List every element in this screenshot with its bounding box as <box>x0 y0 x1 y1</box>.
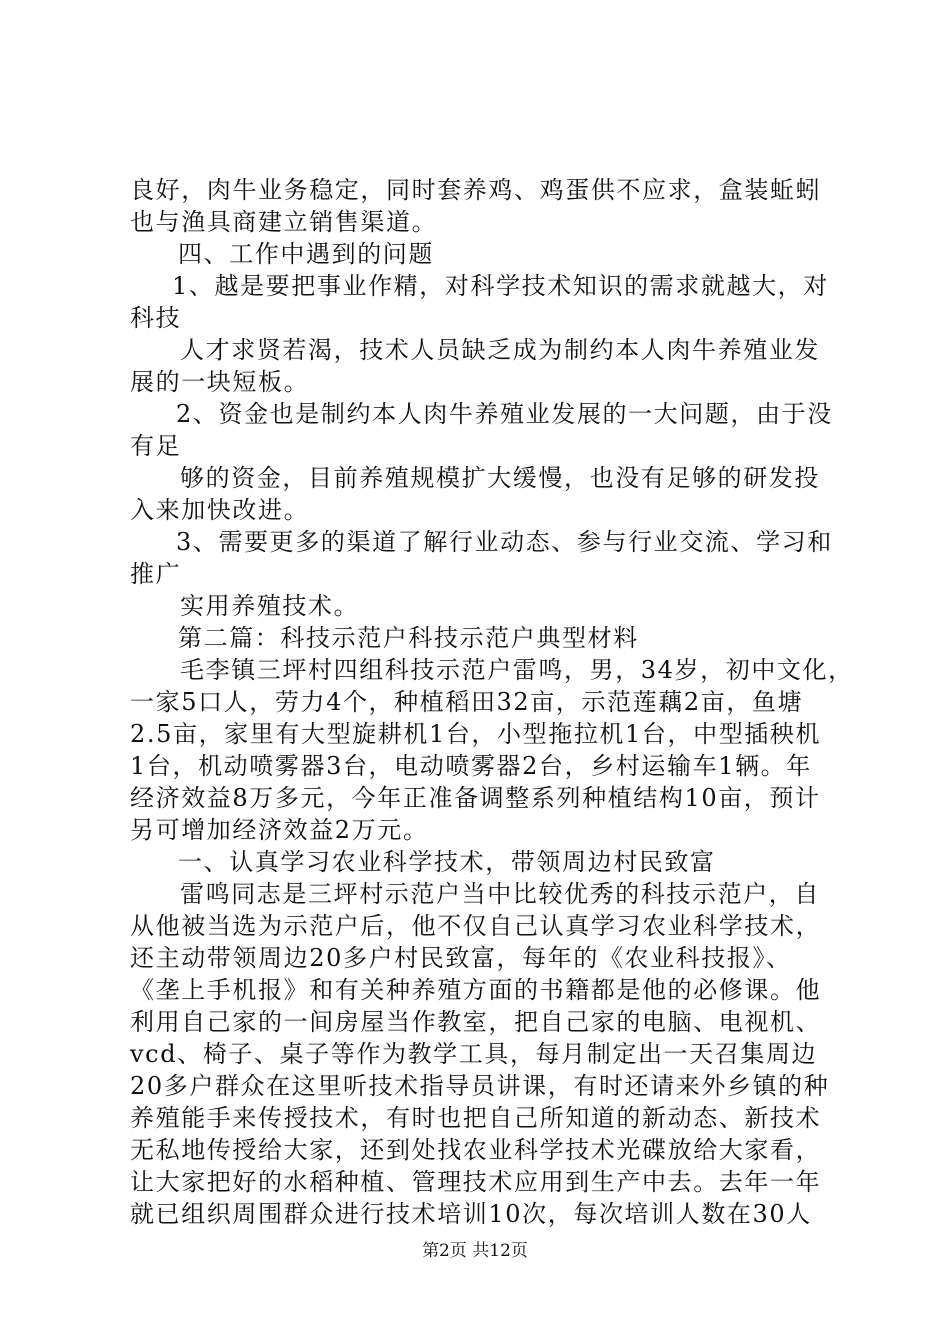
body-line: 就已组织周围群众进行技术培训10次，每次培训人数在30人 <box>130 1200 812 1228</box>
body-line: 利用自己家的一间房屋当作教室，把自己家的电脑、电视机、 <box>130 1008 822 1036</box>
body-line: 1、越是要把事业作精，对科学技术知识的需求就越大，对 <box>172 272 829 300</box>
body-line: 经济效益8万多元，今年正准备调整系列种植结构10亩，预计 <box>130 784 821 812</box>
chapter-heading: 第二篇：科技示范户科技示范户典型材料 <box>178 624 639 652</box>
body-line: 3、需要更多的渠道了解行业动态、参与行业交流、学习和 <box>176 528 833 556</box>
body-line: 实用养殖技术。 <box>180 592 360 620</box>
body-line: 《垄上手机报》和有关种养殖方面的书籍都是他的必修课。他 <box>130 976 822 1004</box>
body-line: 2、资金也是制约本人肉牛养殖业发展的一大问题，由于没 <box>176 400 833 428</box>
body-line: vcd、椅子、桌子等作为教学工具，每月制定出一天召集周边 <box>130 1040 818 1068</box>
body-line: 2.5亩，家里有大型旋耕机1台，小型拖拉机1台，中型插秧机 <box>130 720 822 748</box>
body-line: 够的资金，目前养殖规模扩大缓慢，也没有足够的研发投 <box>180 464 820 492</box>
body-line: 1台，机动喷雾器3台，电动喷雾器2台，乡村运输车1辆。年 <box>130 752 812 780</box>
body-line: 让大家把好的水稻种植、管理技术应用到生产中去。去年一年 <box>130 1168 822 1196</box>
body-line: 无私地传授给大家，还到处找农业科学技术光碟放给大家看， <box>130 1136 822 1164</box>
body-line: 还主动带领周边20多户村民致富，每年的《农业科技报》、 <box>130 944 792 972</box>
page-number-footer: 第2页 共12页 <box>422 1241 528 1261</box>
body-line: 展的一块短板。 <box>130 368 310 396</box>
body-line: 养殖能手来传授技术，有时也把自己所知道的新动态、新技术 <box>130 1104 822 1132</box>
body-line: 雷鸣同志是三坪村示范户当中比较优秀的科技示范户，自 <box>180 880 820 908</box>
body-line: 20多户群众在这里听技术指导员讲课，有时还请来外乡镇的种 <box>130 1072 830 1100</box>
body-line: 入来加快改进。 <box>130 496 310 524</box>
body-line: 也与渔具商建立销售渠道。 <box>130 208 438 236</box>
section-heading: 一、认真学习农业科学技术，带领周边村民致富 <box>178 848 716 876</box>
body-line: 人才求贤若渴，技术人员缺乏成为制约本人肉牛养殖业发 <box>180 336 820 364</box>
body-line: 一家5口人，劳力4个，种植稻田32亩，示范莲藕2亩，鱼塘 <box>130 688 804 716</box>
body-line: 科技 <box>130 304 182 332</box>
body-line: 良好，肉牛业务稳定，同时套养鸡、鸡蛋供不应求，盒装蚯蚓 <box>130 176 822 204</box>
body-line: 另可增加经济效益2万元。 <box>130 816 429 844</box>
body-line: 毛李镇三坪村四组科技示范户雷鸣，男，34岁，初中文化， <box>180 656 854 684</box>
body-line: 从他被当选为示范户后，他不仅自己认真学习农业科学技术， <box>130 912 822 940</box>
body-line: 推广 <box>130 560 182 588</box>
section-heading: 四、工作中遇到的问题 <box>178 240 434 268</box>
body-line: 有足 <box>130 432 182 460</box>
